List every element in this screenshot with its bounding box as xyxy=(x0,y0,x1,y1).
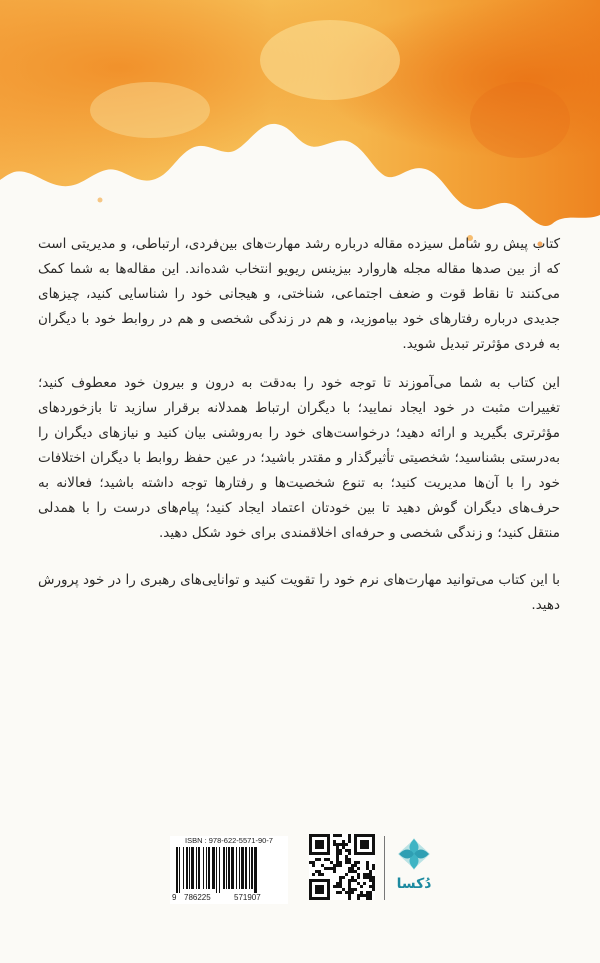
barcode-digit-group-2: 571907 xyxy=(234,893,261,902)
blurb-paragraph-2: این کتاب به شما می‌آموزند تا توجه خود را به‌دقت به درون و بیرون خود معطوف کنید؛ تغییرات مثبت در خود ایجاد نمایید؛ با دیگران ارتباط همدلانه برقرار سازید تا بازخوردهای مؤثرتری بگیرید و ارائه دهید؛ درخواست‌های خود را به‌روشنی بیان کنید و نیازهای دیگران را به‌درستی بشناسید؛ شخصیتی تأثیرگذار و مقتدر باشید؛ در عین حفظ روابط با دیگران اختلافات خود را با آن‌ها مدیریت کنید؛ به تنوع شخصیت‌ها و رفتارها توجه داشته باشید؛ فعالانه به حرف‌های دیگران گوش دهید تا بین خودتان اعتماد ایجاد کنید؛ پیام‌های درست را با همدلی منتقل کنید؛ و زندگی شخصی و حرفه‌ای اخلاقمندی برای خود شکل دهید. xyxy=(38,375,560,541)
barcode-digit-group-1: 786225 xyxy=(184,893,211,902)
watercolor-splash xyxy=(0,0,600,270)
four-petal-flower-icon xyxy=(396,836,432,872)
qr-code-icon xyxy=(309,834,375,900)
blurb-paragraph-1: کتاب پیش رو شامل سیزده مقاله درباره رشد مهارت‌های بین‌فردی، ارتباطی، و مدیریتی است که از بین صدها مقاله مجله هاروارد بیزینس ریویو انتخاب شده‌اند. این مقاله‌ها به شما کمک می‌کنند تا نقاط قوت و ضعف اجتماعی، شناختی، و هیجانی خود را شناسایی کنید، چیزهای جدیدی درباره رفتارهای خود بیاموزید، و هم در زندگی شخصی و هم در روابط خود با دیگران به فردی مؤثرتر تبدیل شوید. xyxy=(38,236,560,352)
isbn-number: ISBN : 978-622-5571-90-7 xyxy=(185,836,273,845)
blurb-text xyxy=(38,232,560,632)
blurb-paragraph-3: با این کتاب می‌توانید مهارت‌های نرم خود را تقویت کنید و توانایی‌های رهبری را در خود پرورش دهید. xyxy=(38,572,560,613)
barcode-bars xyxy=(174,847,284,893)
barcode-digit-first: 9 xyxy=(172,893,177,902)
footer-divider xyxy=(384,836,385,900)
publisher-name: دُکسا xyxy=(396,876,432,892)
isbn-barcode xyxy=(170,836,288,904)
